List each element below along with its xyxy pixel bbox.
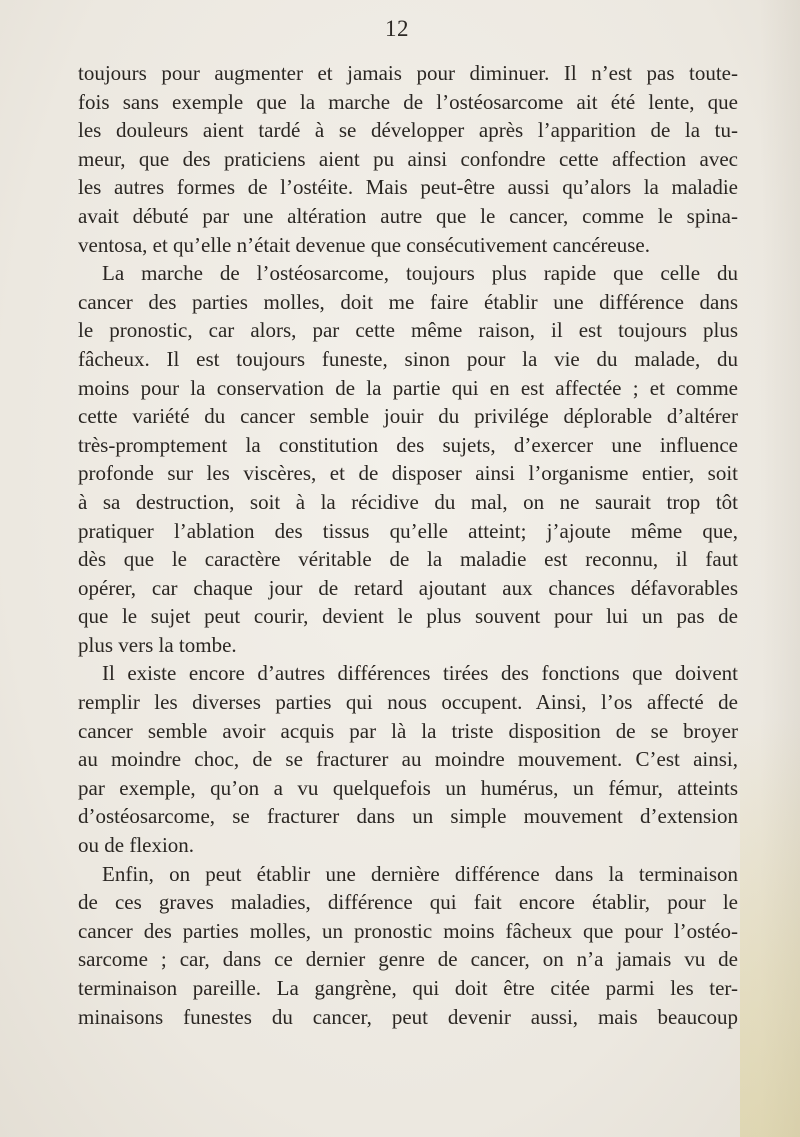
text-line: par exemple, qu’on a vu quelquefois un humérus, un fémur, atteints [78, 775, 738, 800]
text-line: minaisons funestes du cancer, peut devenir aussi, mais beaucoup [78, 1004, 738, 1029]
text-line: dès que le caractère véritable de la maladie est reconnu, il faut [78, 547, 738, 572]
text-line: de ces graves maladies, différence qui fait encore établir, pour le [78, 890, 738, 915]
text-line: les douleurs aient tardé à se développer après l’apparition de la tu- [78, 118, 738, 143]
text-line: moins pour la conservation de la partie qui en est affectée ; et comme [78, 375, 738, 400]
text-line: cancer semble avoir acquis par là la triste disposition de se broyer [78, 718, 738, 743]
text-line: cancer des parties molles, un pronostic moins fâcheux que pour l’ostéo- [78, 918, 738, 943]
text-line: très-promptement la constitution des sujets, d’exercer une influence [78, 432, 738, 457]
page-number: 12 [385, 16, 409, 41]
text-line: à sa destruction, soit à la récidive du mal, on ne saurait trop tôt [78, 489, 738, 514]
body-text [78, 59, 738, 1031]
text-line: fois sans exemple que la marche de l’ostéosarcome ait été lente, que [78, 89, 738, 114]
text-line: opérer, car chaque jour de retard ajoutant aux chances défavorables [78, 575, 738, 600]
text-line: cancer des parties molles, doit me faire établir une différence dans [78, 289, 738, 314]
text-line: fâcheux. Il est toujours funeste, sinon pour la vie du malade, du [78, 346, 738, 371]
text-line: cette variété du cancer semble jouir du privilége déplorable d’altérer [78, 404, 738, 429]
text-line: le pronostic, car alors, par cette même raison, il est toujours plus [78, 318, 738, 343]
text-line: Il existe encore d’autres différences tirées des fonctions que doivent [102, 661, 738, 686]
paper-stain [740, 717, 800, 1137]
text-line: d’ostéosarcome, se fracturer dans un simple mouvement d’extension [78, 804, 738, 829]
text-line: avait débuté par une altération autre que le cancer, comme le spina- [78, 203, 738, 228]
text-line: plus vers la tombe. [78, 632, 237, 657]
text-line: terminaison pareille. La gangrène, qui doit être citée parmi les ter- [78, 976, 738, 1000]
text-line: les autres formes de l’ostéite. Mais peut-être aussi qu’alors la maladie [78, 175, 738, 200]
text-line: que le sujet peut courir, devient le plus souvent pour lui un pas de [78, 604, 738, 629]
text-line: La marche de l’ostéosarcome, toujours plus rapide que celle du [102, 261, 738, 286]
text-line: ou de flexion. [78, 833, 195, 858]
text-line: ventosa, et qu’elle n’était devenue que consécutivement cancéreuse. [78, 232, 650, 257]
text-line: profonde sur les viscères, et de disposer ainsi l’organisme entier, soit [78, 461, 738, 486]
text-line: remplir les diverses parties qui nous occupent. Ainsi, l’os affecté de [78, 690, 738, 715]
text-line: Enfin, on peut établir une dernière différence dans la terminaison [102, 861, 738, 886]
text-line: meur, que des praticiens aient pu ainsi confondre cette affection avec [78, 146, 738, 171]
text-line: pratiquer l’ablation des tissus qu’elle atteint; j’ajoute même que, [78, 518, 738, 543]
text-line: sarcome ; car, dans ce dernier genre de cancer, on n’a jamais vu de [78, 947, 738, 972]
text-line: au moindre choc, de se fracturer au moindre mouvement. C’est ainsi, [78, 747, 738, 772]
text-line: toujours pour augmenter et jamais pour diminuer. Il n’est pas toute- [78, 61, 738, 85]
